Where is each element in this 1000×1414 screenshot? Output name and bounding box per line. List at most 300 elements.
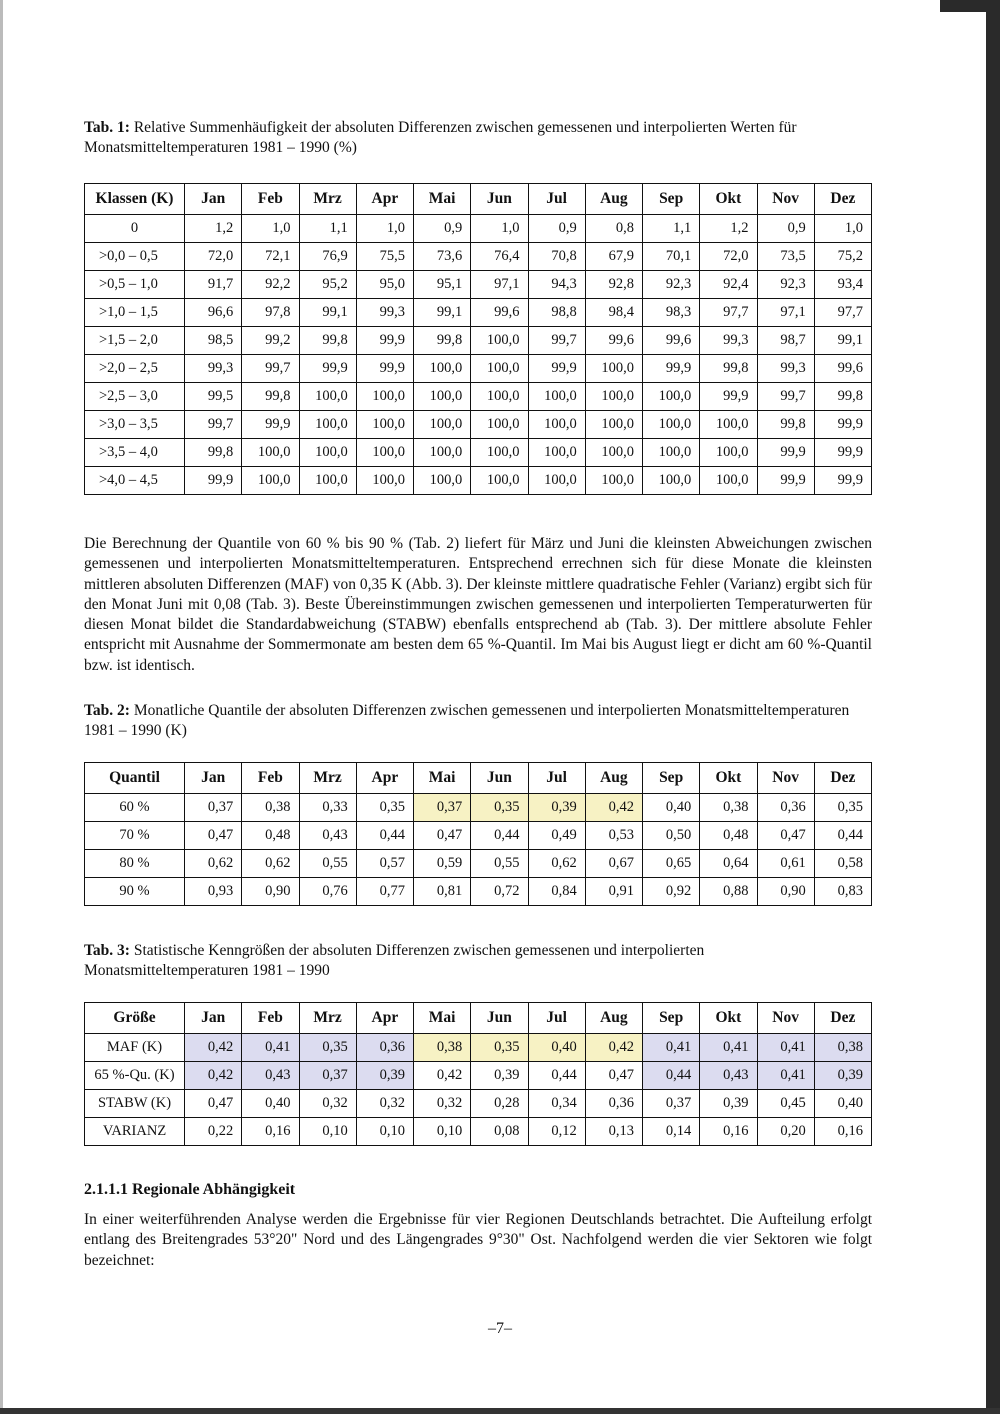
table-cell: 0,9 [414,215,471,243]
table-cell: 1,2 [185,215,242,243]
table-cell: 0,42 [585,1034,642,1062]
table-cell: 0,40 [643,794,700,822]
table-cell: 0,92 [643,878,700,906]
table-cell: 0,42 [185,1034,242,1062]
tab3-header-cell: Sep [643,1003,700,1034]
table-cell: 0,88 [700,878,757,906]
table-cell: 92,8 [585,271,642,299]
table-cell: 0,90 [757,878,814,906]
table-cell: 100,0 [356,383,413,411]
tab3-header-cell: Größe [85,1003,185,1034]
table-cell: 100,0 [528,467,585,495]
tab3-header-cell: Nov [757,1003,814,1034]
tab1-header-cell: Feb [242,184,299,215]
table-cell: 0,91 [585,878,642,906]
scan-edge-top [940,0,1000,12]
table-cell: 99,9 [185,467,242,495]
table-row [85,878,872,906]
table-cell: 99,3 [757,355,814,383]
table-cell: 0,16 [700,1118,757,1146]
row-label: >3,0 – 3,5 [85,411,185,439]
tab1-header-cell: Aug [585,184,642,215]
table-cell: 97,7 [814,299,871,327]
table-cell: 100,0 [585,411,642,439]
table-cell: 70,1 [643,243,700,271]
table-cell: 100,0 [414,439,471,467]
table-cell: 0,40 [528,1034,585,1062]
table-cell: 100,0 [299,383,356,411]
table-cell: 0,37 [414,794,471,822]
table-2-header-row [85,763,872,794]
table-cell: 99,9 [299,355,356,383]
tab1-header-cell: Apr [356,184,413,215]
table-cell: 0,32 [414,1090,471,1118]
table-cell: 0,44 [643,1062,700,1090]
table-cell: 0,44 [528,1062,585,1090]
tab2-header-cell: Apr [356,763,413,794]
table-cell: 99,9 [814,467,871,495]
table-cell: 100,0 [356,439,413,467]
table-cell: 0,72 [471,878,528,906]
table-cell: 0,41 [757,1062,814,1090]
tab2-header-cell: Feb [242,763,299,794]
table-cell: 0,62 [185,850,242,878]
table-1 [84,183,872,495]
table-3 [84,1002,872,1146]
table-cell: 0,37 [643,1090,700,1118]
table-cell: 0,39 [814,1062,871,1090]
table-cell: 0,35 [471,1034,528,1062]
table-cell: 0,49 [528,822,585,850]
table-cell: 0,34 [528,1090,585,1118]
table-cell: 1,0 [242,215,299,243]
table-cell: 0,37 [185,794,242,822]
table-cell: 99,9 [757,439,814,467]
table-cell: 99,9 [242,411,299,439]
row-label: 90 % [85,878,185,906]
tab1-header-cell: Okt [700,184,757,215]
table-cell: 98,8 [528,299,585,327]
tab1-header-cell: Sep [643,184,700,215]
row-label: 65 %-Qu. (K) [85,1062,185,1090]
table-cell: 0,41 [242,1034,299,1062]
table-cell: 99,1 [414,299,471,327]
row-label: 80 % [85,850,185,878]
table-cell: 97,7 [700,299,757,327]
table-cell: 99,9 [814,411,871,439]
table-cell: 97,1 [471,271,528,299]
table-cell: 100,0 [414,383,471,411]
table-row [85,822,872,850]
table-cell: 0,41 [757,1034,814,1062]
scan-edge-right [986,0,1000,1414]
tab3-header-cell: Jul [528,1003,585,1034]
table-cell: 0,65 [643,850,700,878]
table-cell: 76,4 [471,243,528,271]
tab3-header-cell: Mai [414,1003,471,1034]
table-cell: 100,0 [585,467,642,495]
tab2-header-cell: Mai [414,763,471,794]
table-cell: 0,41 [700,1034,757,1062]
table-row [85,355,872,383]
table-cell: 98,3 [643,299,700,327]
table-cell: 100,0 [299,411,356,439]
tab3-header-cell: Mrz [299,1003,356,1034]
tab1-header-cell: Klassen (K) [85,184,185,215]
page-number: –7– [488,1320,512,1337]
row-label: >2,5 – 3,0 [85,383,185,411]
table-cell: 100,0 [471,327,528,355]
table-cell: 97,1 [757,299,814,327]
table-cell: 100,0 [643,439,700,467]
table-cell: 0,59 [414,850,471,878]
table-cell: 99,1 [814,327,871,355]
row-label: >0,0 – 0,5 [85,243,185,271]
table-cell: 0,38 [814,1034,871,1062]
table-cell: 0,43 [299,822,356,850]
table-cell: 99,9 [356,355,413,383]
table-cell: 0,55 [471,850,528,878]
table-cell: 0,42 [185,1062,242,1090]
table-row [85,439,872,467]
table-cell: 0,38 [700,794,757,822]
tab2-header-cell: Mrz [299,763,356,794]
table-cell: 0,10 [299,1118,356,1146]
table-cell: 0,76 [299,878,356,906]
table-cell: 73,5 [757,243,814,271]
row-label: >1,5 – 2,0 [85,327,185,355]
tab3-header-cell: Feb [242,1003,299,1034]
table-cell: 0,40 [814,1090,871,1118]
table-cell: 0,43 [242,1062,299,1090]
table-cell: 100,0 [585,439,642,467]
table-cell: 0,62 [242,850,299,878]
table-cell: 95,0 [356,271,413,299]
tab2-caption [84,701,872,741]
table-cell: 0,36 [757,794,814,822]
tab2-caption-text: Monatliche Quantile der absoluten Differenzen zwischen gemessenen und interpolierten Monatsmitteltemperaturen 1981 – 1990 (K) [84,702,850,739]
table-row [85,215,872,243]
table-cell: 1,0 [471,215,528,243]
tab2-header-cell: Dez [814,763,871,794]
table-cell: 1,0 [814,215,871,243]
table-cell: 95,1 [414,271,471,299]
table-cell: 0,22 [185,1118,242,1146]
row-label: >2,0 – 2,5 [85,355,185,383]
table-cell: 0,93 [185,878,242,906]
table-cell: 72,0 [700,243,757,271]
table-2 [84,762,872,906]
table-row [85,243,872,271]
tab3-header-cell: Jun [471,1003,528,1034]
table-cell: 0,62 [528,850,585,878]
table-cell: 99,9 [643,355,700,383]
table-cell: 100,0 [299,467,356,495]
table-cell: 95,2 [299,271,356,299]
table-cell: 0,47 [185,1090,242,1118]
tab1-header-cell: Nov [757,184,814,215]
table-cell: 100,0 [528,411,585,439]
table-cell: 0,55 [299,850,356,878]
table-cell: 100,0 [242,439,299,467]
tab3-caption-number: Tab. 3: [84,942,130,959]
scan-edge-bottom [0,1408,1000,1414]
tab1-header-cell: Jun [471,184,528,215]
row-label: 60 % [85,794,185,822]
table-cell: 0,33 [299,794,356,822]
table-cell: 100,0 [471,439,528,467]
table-cell: 0,8 [585,215,642,243]
tab3-header-cell: Okt [700,1003,757,1034]
table-row [85,383,872,411]
table-cell: 99,8 [814,383,871,411]
table-row [85,327,872,355]
row-label: >3,5 – 4,0 [85,439,185,467]
table-cell: 72,1 [242,243,299,271]
row-label: 70 % [85,822,185,850]
table-cell: 67,9 [585,243,642,271]
table-cell: 99,8 [185,439,242,467]
table-row [85,271,872,299]
table-cell: 0,81 [414,878,471,906]
table-3-header-row [85,1003,872,1034]
tab2-header-cell: Sep [643,763,700,794]
table-cell: 98,5 [185,327,242,355]
row-label: VARIANZ [85,1118,185,1146]
row-label: >4,0 – 4,5 [85,467,185,495]
table-cell: 0,47 [185,822,242,850]
tab2-header-cell: Jan [185,763,242,794]
table-row [85,794,872,822]
table-cell: 0,84 [528,878,585,906]
table-cell: 100,0 [242,467,299,495]
table-cell: 1,0 [356,215,413,243]
scan-edge-left [0,0,3,1414]
table-cell: 99,9 [700,383,757,411]
table-cell: 92,2 [242,271,299,299]
table-cell: 98,7 [757,327,814,355]
table-cell: 0,44 [471,822,528,850]
table-cell: 0,16 [242,1118,299,1146]
table-cell: 0,42 [585,794,642,822]
table-cell: 99,8 [700,355,757,383]
table-cell: 0,9 [528,215,585,243]
table-cell: 0,35 [471,794,528,822]
table-cell: 0,42 [414,1062,471,1090]
table-cell: 0,10 [356,1118,413,1146]
table-cell: 0,14 [643,1118,700,1146]
table-cell: 97,8 [242,299,299,327]
tab3-header-cell: Aug [585,1003,642,1034]
table-cell: 100,0 [585,355,642,383]
table-cell: 99,9 [814,439,871,467]
table-cell: 100,0 [414,467,471,495]
table-cell: 99,3 [356,299,413,327]
row-label: MAF (K) [85,1034,185,1062]
table-cell: 0,47 [414,822,471,850]
table-cell: 0,16 [814,1118,871,1146]
tab3-caption-text: Statistische Kenngrößen der absoluten Differenzen zwischen gemessenen und interpolierten Monatsmitteltemperaturen 1981 – 1990 [84,942,705,979]
tab2-header-cell: Okt [700,763,757,794]
table-cell: 99,7 [757,383,814,411]
table-cell: 1,1 [643,215,700,243]
table-cell: 0,58 [814,850,871,878]
table-cell: 75,5 [356,243,413,271]
tab1-caption-text: Relative Summenhäufigkeit der absoluten Differenzen zwischen gemessenen und interpolierten Werten für Monatsmitteltemperaturen 1981 – 1990 (%) [84,119,797,156]
table-cell: 0,67 [585,850,642,878]
table-cell: 0,39 [528,794,585,822]
table-cell: 99,5 [185,383,242,411]
table-cell: 72,0 [185,243,242,271]
table-cell: 0,47 [585,1062,642,1090]
table-row [85,411,872,439]
table-cell: 100,0 [700,439,757,467]
table-cell: 99,7 [185,411,242,439]
tab2-header-cell: Aug [585,763,642,794]
table-cell: 100,0 [528,383,585,411]
table-cell: 0,45 [757,1090,814,1118]
table-cell: 99,9 [757,467,814,495]
table-cell: 100,0 [700,411,757,439]
table-cell: 0,36 [585,1090,642,1118]
table-cell: 0,37 [299,1062,356,1090]
table-cell: 0,47 [757,822,814,850]
table-cell: 0,10 [414,1118,471,1146]
table-cell: 0,39 [700,1090,757,1118]
table-cell: 99,3 [700,327,757,355]
table-cell: 76,9 [299,243,356,271]
tab2-header-cell: Nov [757,763,814,794]
table-cell: 1,2 [700,215,757,243]
table-cell: 1,1 [299,215,356,243]
table-cell: 0,50 [643,822,700,850]
table-cell: 93,4 [814,271,871,299]
section-heading: 2.1.1.1 Regionale Abhängigkeit [84,1181,296,1198]
table-cell: 100,0 [585,383,642,411]
table-cell: 0,20 [757,1118,814,1146]
table-cell: 0,28 [471,1090,528,1118]
table-cell: 0,40 [242,1090,299,1118]
table-cell: 0,48 [700,822,757,850]
table-cell: 99,9 [356,327,413,355]
table-cell: 0,90 [242,878,299,906]
table-cell: 0,38 [242,794,299,822]
tab3-caption [84,941,872,981]
table-cell: 99,1 [299,299,356,327]
table-cell: 0,41 [643,1034,700,1062]
table-cell: 0,61 [757,850,814,878]
table-cell: 0,44 [356,822,413,850]
body-paragraph-1: Die Berechnung der Quantile von 60 % bis 90 % (Tab. 2) liefert für März und Juni die kleinsten Abweichungen zwischen gemessenen und interpolierten Monatsmitteltemperaturen. Entsprechend errechnen sich für diese Monate die kleinsten mittleren absoluten Differenzen (MAF) von 0,35 K (Abb. 3). Der kleinste mittlere quadratische Fehler (Varianz) ergibt sich für den Monat Juni mit 0,08 (Tab. 3). Beste Übereinstimmungen zwischen gemessenen und interpolierten Temperaturwerten für diesen Monat bildet die Standardabweichung (STABW) ebenfalls entsprechend ab (Tab. 3). Der mittlere absolute Fehler entspricht mit Ausnahme der Sommermonate am besten dem 65 %-Quantil. Im Mai bis August liegt er dicht am 60 %-Quantil bzw. ist identisch. [84,535,872,674]
tab2-caption-number: Tab. 2: [84,702,130,719]
table-row [85,1034,872,1062]
table-cell: 99,6 [643,327,700,355]
table-cell: 0,83 [814,878,871,906]
table-cell: 0,48 [242,822,299,850]
table-cell: 70,8 [528,243,585,271]
table-cell: 91,7 [185,271,242,299]
table-cell: 99,3 [185,355,242,383]
tab2-header-cell: Jul [528,763,585,794]
table-cell: 100,0 [528,439,585,467]
table-cell: 100,0 [356,411,413,439]
table-cell: 0,12 [528,1118,585,1146]
table-1-header-row [85,184,872,215]
table-cell: 100,0 [356,467,413,495]
table-cell: 0,43 [700,1062,757,1090]
table-cell: 0,57 [356,850,413,878]
table-cell: 0,9 [757,215,814,243]
table-cell: 100,0 [643,467,700,495]
table-cell: 99,6 [585,327,642,355]
tab3-header-cell: Apr [356,1003,413,1034]
table-cell: 100,0 [414,411,471,439]
table-cell: 99,9 [528,355,585,383]
table-row [85,1062,872,1090]
table-row [85,1118,872,1146]
tab1-header-cell: Jul [528,184,585,215]
table-cell: 99,6 [814,355,871,383]
table-cell: 0,13 [585,1118,642,1146]
table-row [85,850,872,878]
table-cell: 0,44 [814,822,871,850]
table-cell: 0,77 [356,878,413,906]
table-cell: 0,39 [471,1062,528,1090]
tab1-caption [84,118,872,158]
tab2-header-cell: Quantil [85,763,185,794]
table-cell: 99,2 [242,327,299,355]
tab1-header-cell: Jan [185,184,242,215]
tab1-header-cell: Mai [414,184,471,215]
table-cell: 99,8 [242,383,299,411]
section-paragraph: In einer weiterführenden Analyse werden die Ergebnisse für vier Regionen Deutschlands betrachtet. Die Aufteilung erfolgt entlang des Breitengrades 53°20" Nord und des Längengrades 9°30" Ost. Nachfolgend werden die vier Sektoren wie folgt bezeichnet: [84,1211,872,1269]
table-cell: 0,53 [585,822,642,850]
table-cell: 0,36 [356,1034,413,1062]
table-cell: 99,7 [242,355,299,383]
table-cell: 100,0 [471,383,528,411]
table-cell: 96,6 [185,299,242,327]
table-cell: 0,08 [471,1118,528,1146]
table-cell: 0,35 [356,794,413,822]
tab2-header-cell: Jun [471,763,528,794]
table-cell: 99,8 [757,411,814,439]
row-label: STABW (K) [85,1090,185,1118]
table-cell: 100,0 [700,467,757,495]
table-cell: 0,64 [700,850,757,878]
table-cell: 0,38 [414,1034,471,1062]
table-cell: 100,0 [643,383,700,411]
table-cell: 100,0 [471,467,528,495]
table-cell: 99,8 [414,327,471,355]
table-cell: 94,3 [528,271,585,299]
table-cell: 92,4 [700,271,757,299]
tab1-caption-number: Tab. 1: [84,119,130,136]
table-cell: 98,4 [585,299,642,327]
table-cell: 92,3 [643,271,700,299]
table-cell: 100,0 [471,411,528,439]
table-cell: 92,3 [757,271,814,299]
row-label: 0 [85,215,185,243]
table-cell: 100,0 [643,411,700,439]
table-cell: 100,0 [471,355,528,383]
table-row [85,467,872,495]
tab1-header-cell: Mrz [299,184,356,215]
table-row [85,1090,872,1118]
table-cell: 0,35 [814,794,871,822]
table-cell: 0,32 [299,1090,356,1118]
table-cell: 100,0 [414,355,471,383]
table-cell: 75,2 [814,243,871,271]
